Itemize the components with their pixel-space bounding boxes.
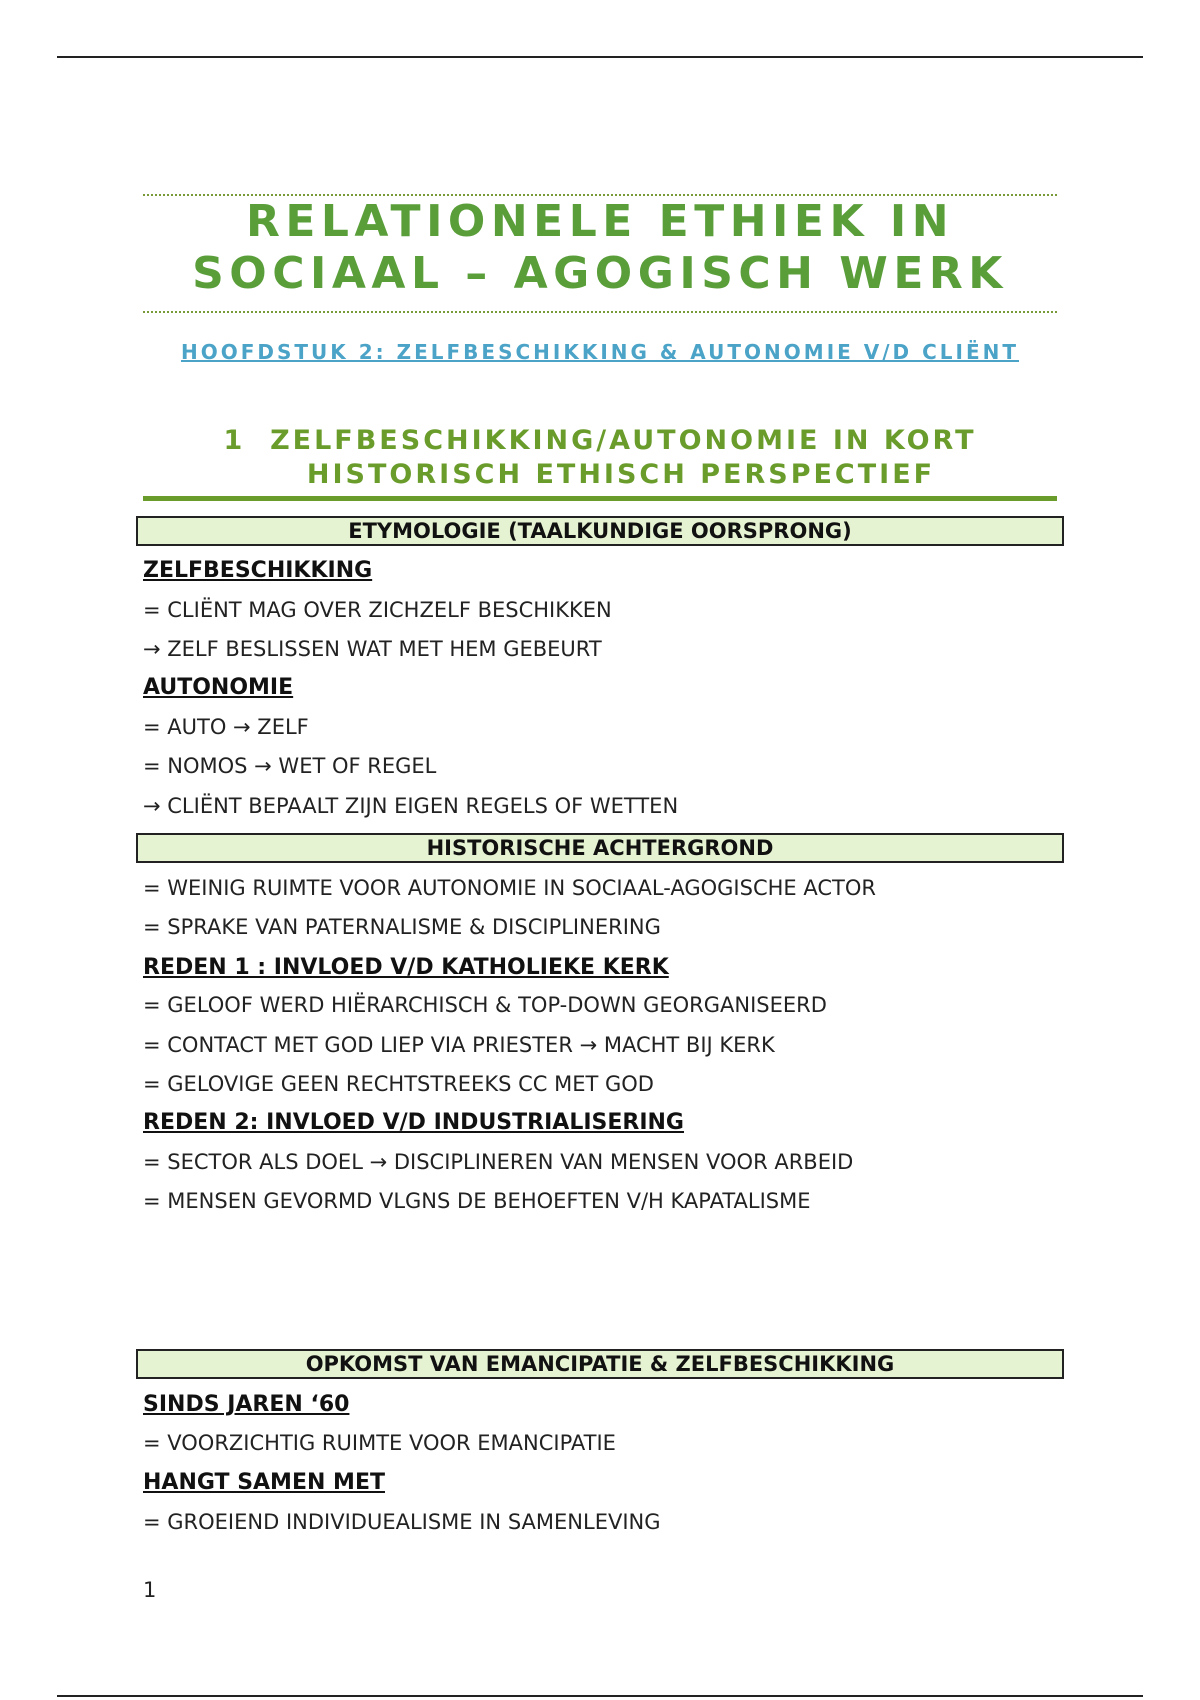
text-line: = SECTOR ALS DOEL → DISCIPLINEREN VAN MENSEN VOOR ARBEID bbox=[143, 1150, 854, 1174]
text-line: = WEINIG RUIMTE VOOR AUTONOMIE IN SOCIAAL-AGOGISCHE ACTOR bbox=[143, 876, 876, 900]
chapter-heading: HOOFDSTUK 2: ZELFBESCHIKKING & AUTONOMIE V/D CLIËNT bbox=[180, 340, 1020, 364]
historische-achtergrond-box: HISTORISCHE ACHTERGROND bbox=[136, 833, 1064, 863]
page-number: 1 bbox=[143, 1578, 157, 1602]
section-number: 1 bbox=[223, 425, 246, 456]
text-line: = GELOVIGE GEEN RECHTSTREEKS CC MET GOD bbox=[143, 1072, 654, 1096]
opkomst-box: OPKOMST VAN EMANCIPATIE & ZELFBESCHIKKING bbox=[136, 1349, 1064, 1379]
text-line: → ZELF BESLISSEN WAT MET HEM GEBEURT bbox=[143, 637, 602, 661]
autonomie-heading: AUTONOMIE bbox=[143, 675, 294, 700]
text-line: = CONTACT MET GOD LIEP VIA PRIESTER → MACHT BIJ KERK bbox=[143, 1033, 775, 1057]
text-line: = MENSEN GEVORMD VLGNS DE BEHOEFTEN V/H KAPATALISME bbox=[143, 1189, 811, 1213]
page-bottom-rule bbox=[57, 1695, 1143, 1697]
text-line: = GROEIEND INDIVIDUEALISME IN SAMENLEVING bbox=[143, 1510, 661, 1534]
text-line: = AUTO → ZELF bbox=[143, 715, 309, 739]
text-line: → CLIËNT BEPAALT ZIJN EIGEN REGELS OF WETTEN bbox=[143, 794, 679, 818]
document-title bbox=[143, 196, 1057, 300]
section-rule bbox=[143, 496, 1057, 501]
section-heading bbox=[143, 424, 1057, 492]
reden-2-heading: REDEN 2: INVLOED V/D INDUSTRIALISERING bbox=[143, 1110, 684, 1135]
title-line-2: SOCIAAL – AGOGISCH WERK bbox=[192, 248, 1008, 299]
hangt-samen-met-heading: HANGT SAMEN MET bbox=[143, 1470, 385, 1495]
section-title-line-2: HISTORISCH ETHISCH PERSPECTIEF bbox=[306, 459, 936, 490]
page-top-rule bbox=[57, 56, 1143, 58]
etymologie-box: ETYMOLOGIE (TAALKUNDIGE OORSPRONG) bbox=[136, 516, 1064, 546]
reden-1-heading: REDEN 1 : INVLOED V/D KATHOLIEKE KERK bbox=[143, 955, 669, 980]
text-line: = VOORZICHTIG RUIMTE VOOR EMANCIPATIE bbox=[143, 1431, 616, 1455]
text-line: = GELOOF WERD HIËRARCHISCH & TOP-DOWN GEORGANISEERD bbox=[143, 993, 827, 1017]
text-line: = SPRAKE VAN PATERNALISME & DISCIPLINERING bbox=[143, 915, 661, 939]
sinds-jaren-60-heading: SINDS JAREN ‘60 bbox=[143, 1392, 350, 1417]
section-title-line-1: ZELFBESCHIKKING/AUTONOMIE IN KORT bbox=[270, 425, 977, 456]
zelfbeschikking-heading: ZELFBESCHIKKING bbox=[143, 558, 373, 583]
text-line: = NOMOS → WET OF REGEL bbox=[143, 754, 437, 778]
title-dotted-rule-bottom bbox=[143, 311, 1057, 313]
text-line: = CLIËNT MAG OVER ZICHZELF BESCHIKKEN bbox=[143, 598, 612, 622]
title-line-1: RELATIONELE ETHIEK IN bbox=[245, 196, 955, 247]
